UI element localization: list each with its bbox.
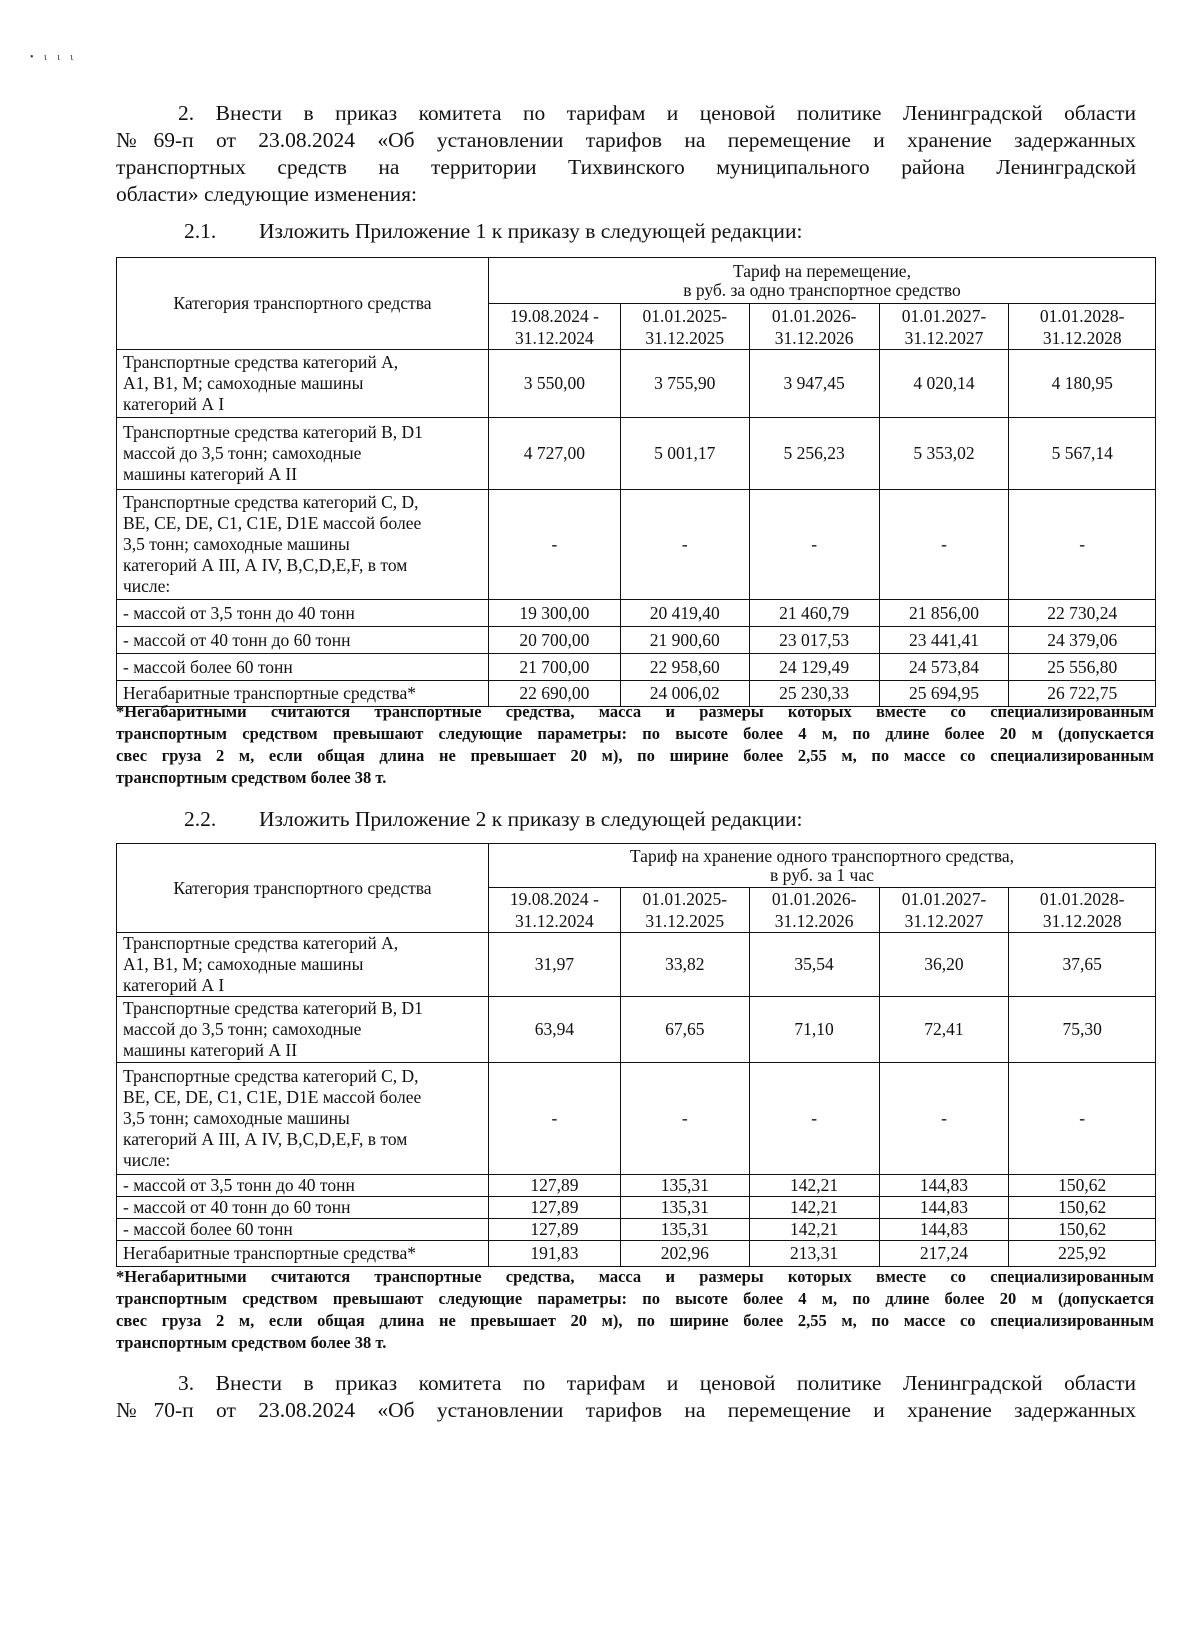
category-name-line: - массой от 40 тонн до 60 тонн — [123, 1197, 351, 1217]
category-name-cell — [117, 1175, 489, 1197]
tariff-value-cell: 3 755,90 — [620, 350, 749, 418]
period-from: 01.01.2027- — [901, 305, 987, 326]
table-row — [117, 627, 1156, 654]
tariff-value-cell: 4 020,14 — [879, 350, 1009, 418]
period-to: 31.12.2025 — [645, 911, 725, 931]
tariff-value-cell: 144,83 — [879, 1197, 1009, 1219]
footnote-line: свес груза 2 м, если общая длина не превышает 20 м), по ширине более 2,55 м, по массе со специализированным — [116, 746, 1154, 765]
category-name-cell — [117, 490, 489, 600]
table-row — [117, 997, 1156, 1063]
tariff-value-cell: 22 730,24 — [1009, 600, 1156, 627]
period-to: 31.12.2024 — [515, 911, 594, 931]
category-name-line: Транспортные средства категорий С, D, — [123, 492, 419, 512]
tariff-value-cell: 20 419,40 — [620, 600, 749, 627]
tariff-value-cell: 21 856,00 — [879, 600, 1009, 627]
tariff-value-cell: 4 727,00 — [488, 418, 620, 490]
footnote-line: транспортным средством превышают следующие параметры: по высоте более 4 м, по длине более 20 м (допускается — [116, 724, 1154, 743]
intro-line-4: области» следующие изменения: — [116, 182, 418, 206]
period-from: 01.01.2028- — [1039, 889, 1125, 909]
tariff-value-cell: - — [749, 490, 879, 600]
table-row — [117, 1063, 1156, 1175]
category-name-line: ВЕ, СЕ, DE, C1, C1E, D1E массой более — [123, 513, 422, 533]
tariff-group-header — [488, 258, 1155, 304]
tariff-value-cell: - — [749, 1063, 879, 1175]
category-name-line: массой до 3,5 тонн; самоходные — [123, 443, 362, 463]
tariff-value-cell: 127,89 — [488, 1219, 620, 1241]
table-row — [117, 418, 1156, 490]
category-column-header: Категория транспортного средства — [117, 844, 489, 933]
tariff-group-header-line-1: Тариф на хранение одного транспортного средства, — [629, 845, 1015, 866]
tariff-value-cell: - — [1009, 1063, 1156, 1175]
period-to: 31.12.2027 — [904, 327, 984, 348]
tariff-value-cell: 142,21 — [749, 1219, 879, 1241]
table2-footnote — [116, 1266, 1154, 1354]
tariff-value-cell: 144,83 — [879, 1175, 1009, 1197]
period-header — [488, 304, 620, 350]
period-to: 31.12.2025 — [645, 327, 725, 348]
tariff-value-cell: 36,20 — [879, 933, 1009, 997]
table-row — [117, 600, 1156, 627]
tariff-group-header — [488, 844, 1155, 888]
category-name-cell — [117, 1063, 489, 1175]
tariff-value-cell: - — [620, 490, 749, 600]
category-name-cell — [117, 1241, 489, 1267]
footnote-line: свес груза 2 м, если общая длина не превышает 20 м), по ширине более 2,55 м, по массе со специализированным — [116, 1311, 1154, 1330]
tariff-value-cell: - — [1009, 490, 1156, 600]
category-name-line: категорий А III, А IV, B,C,D,E,F, в том — [123, 1129, 408, 1149]
footnote-line: транспортным средством превышают следующие параметры: по высоте более 4 м, по длине более 20 м (допускается — [116, 1289, 1154, 1308]
category-name-line: массой до 3,5 тонн; самоходные — [123, 1019, 362, 1039]
tariff-value-cell: 25 694,95 — [879, 681, 1009, 707]
tariff-value-cell: - — [879, 490, 1009, 600]
category-name-line: Транспортные средства категорий В, D1 — [123, 422, 423, 442]
tariff-value-cell: 217,24 — [879, 1241, 1009, 1267]
table-row — [117, 490, 1156, 600]
tariff-value-cell: 127,89 — [488, 1197, 620, 1219]
scan-speck-marks: • ι ι ι — [30, 52, 78, 63]
category-name-cell — [117, 418, 489, 490]
tariff-value-cell: 19 300,00 — [488, 600, 620, 627]
tariff-value-cell: 35,54 — [749, 933, 879, 997]
category-name-cell — [117, 600, 489, 627]
intro-paragraph — [116, 100, 1136, 208]
category-name-line: А1, В1, М; самоходные машины — [123, 373, 364, 393]
tariff-group-header-line-1: Тариф на перемещение, — [732, 260, 911, 281]
tariff-value-cell: 21 700,00 — [488, 654, 620, 681]
period-from: 01.01.2025- — [642, 305, 728, 326]
tariff-value-cell: 3 550,00 — [488, 350, 620, 418]
category-name-line: числе: — [123, 576, 171, 596]
tariff-value-cell: 25 230,33 — [749, 681, 879, 707]
period-from: 19.08.2024 - — [509, 305, 599, 326]
tariff-value-cell: 63,94 — [488, 997, 620, 1063]
tariff-group-header-line-2: в руб. за 1 час — [770, 864, 874, 885]
category-name-line: категорий А I — [123, 394, 225, 414]
period-to: 31.12.2028 — [1042, 327, 1122, 348]
category-name-line: Транспортные средства категорий А, — [123, 933, 399, 953]
tariff-value-cell: 5 567,14 — [1009, 418, 1156, 490]
intro-line-3: транспортных средств на территории Тихвинского муниципального района Ленинградской — [116, 155, 1136, 179]
tariff-value-cell: 75,30 — [1009, 997, 1156, 1063]
tariff-value-cell: 67,65 — [620, 997, 749, 1063]
category-name-line: Негабаритные транспортные средства* — [123, 1243, 417, 1263]
category-name-cell — [117, 1219, 489, 1241]
tariff-value-cell: - — [620, 1063, 749, 1175]
period-to: 31.12.2024 — [515, 327, 594, 348]
table-row — [117, 1219, 1156, 1241]
tariff-value-cell: 24 379,06 — [1009, 627, 1156, 654]
tariff-value-cell: 213,31 — [749, 1241, 879, 1267]
period-header — [749, 888, 879, 933]
tariff-value-cell: 72,41 — [879, 997, 1009, 1063]
tariff-value-cell: 150,62 — [1009, 1197, 1156, 1219]
category-name-line: А1, В1, М; самоходные машины — [123, 954, 364, 974]
tariff-value-cell: - — [488, 1063, 620, 1175]
period-header — [879, 888, 1009, 933]
intro-line-2: №69-п от 23.08.2024 «Об установлении тарифов на перемещение и хранение задержанных — [116, 128, 1136, 152]
tariff-value-cell: 20 700,00 — [488, 627, 620, 654]
period-to: 31.12.2027 — [904, 911, 984, 931]
footnote-line: транспортным средством более 38 т. — [116, 1333, 387, 1352]
tariff-value-cell: 4 180,95 — [1009, 350, 1156, 418]
section-2-1-heading — [184, 218, 802, 245]
intro-line-1: 2. Внести в приказ комитета по тарифам и ценовой политике Ленинградской области — [178, 101, 1136, 125]
table-row — [117, 350, 1156, 418]
tariff-value-cell: 150,62 — [1009, 1219, 1156, 1241]
category-name-line: - массой от 3,5 тонн до 40 тонн — [123, 602, 355, 623]
category-name-line: Транспортные средства категорий С, D, — [123, 1066, 419, 1086]
outro-line-2: №70-п от 23.08.2024 «Об установлении тарифов на перемещение и хранение задержанных — [116, 1398, 1136, 1422]
tariff-table-storage — [116, 843, 1156, 1267]
tariff-value-cell: 24 129,49 — [749, 654, 879, 681]
tariff-value-cell: 5 353,02 — [879, 418, 1009, 490]
outro-line-1: 3. Внести в приказ комитета по тарифам и ценовой политике Ленинградской области — [178, 1371, 1136, 1395]
tariff-value-cell: 135,31 — [620, 1175, 749, 1197]
category-name-cell — [117, 654, 489, 681]
period-from: 01.01.2028- — [1039, 305, 1125, 326]
tariff-value-cell: 31,97 — [488, 933, 620, 997]
tariff-value-cell: 37,65 — [1009, 933, 1156, 997]
table-row — [117, 933, 1156, 997]
category-name-line: ВЕ, СЕ, DE, C1, C1E, D1E массой более — [123, 1087, 422, 1107]
tariff-value-cell: 24 573,84 — [879, 654, 1009, 681]
category-name-cell — [117, 933, 489, 997]
tariff-value-cell: 21 460,79 — [749, 600, 879, 627]
category-name-line: - массой от 40 тонн до 60 тонн — [123, 629, 351, 650]
table-row — [117, 1241, 1156, 1267]
period-to: 31.12.2026 — [774, 327, 854, 348]
table1-footnote — [116, 701, 1154, 789]
tariff-value-cell: 144,83 — [879, 1219, 1009, 1241]
tariff-value-cell: 33,82 — [620, 933, 749, 997]
category-name-cell — [117, 997, 489, 1063]
footnote-line: *Негабаритными считаются транспортные средства, масса и размеры которых вместе со специализированным — [116, 702, 1154, 721]
tariff-value-cell: 135,31 — [620, 1197, 749, 1219]
tariff-value-cell: 142,21 — [749, 1175, 879, 1197]
period-header — [1009, 888, 1156, 933]
table-row — [117, 654, 1156, 681]
outro-paragraph — [116, 1370, 1136, 1424]
period-header — [620, 304, 749, 350]
category-name-line: числе: — [123, 1150, 171, 1170]
section-2-2-text: Изложить Приложение 2 к приказу в следующей редакции: — [259, 807, 803, 831]
category-name-line: - массой от 3,5 тонн до 40 тонн — [123, 1175, 355, 1195]
category-name-line: машины категорий А II — [123, 1040, 298, 1060]
category-name-cell — [117, 350, 489, 418]
period-header — [1009, 304, 1156, 350]
section-2-1-text: Изложить Приложение 1 к приказу в следующей редакции: — [259, 219, 803, 243]
period-header — [749, 304, 879, 350]
tariff-value-cell: 202,96 — [620, 1241, 749, 1267]
period-from: 19.08.2024 - — [509, 889, 599, 909]
category-name-cell — [117, 627, 489, 654]
tariff-value-cell: 26 722,75 — [1009, 681, 1156, 707]
period-to: 31.12.2028 — [1042, 911, 1122, 931]
period-from: 01.01.2025- — [642, 889, 728, 909]
category-column-header: Категория транспортного средства — [117, 258, 489, 350]
tariff-value-cell: 150,62 — [1009, 1175, 1156, 1197]
tariff-value-cell: 225,92 — [1009, 1241, 1156, 1267]
footnote-line: транспортным средством более 38 т. — [116, 768, 387, 787]
tariff-value-cell: 5 256,23 — [749, 418, 879, 490]
category-name-line: категорий А III, А IV, B,C,D,E,F, в том — [123, 555, 408, 575]
period-header — [488, 888, 620, 933]
category-name-line: - массой более 60 тонн — [123, 1219, 293, 1239]
period-from: 01.01.2027- — [901, 889, 987, 909]
period-header — [879, 304, 1009, 350]
tariff-value-cell: 22 958,60 — [620, 654, 749, 681]
tariff-value-cell: 23 441,41 — [879, 627, 1009, 654]
category-name-cell — [117, 1197, 489, 1219]
tariff-value-cell: 142,21 — [749, 1197, 879, 1219]
tariff-value-cell: 21 900,60 — [620, 627, 749, 654]
category-name-line: категорий А I — [123, 975, 225, 995]
period-from: 01.01.2026- — [771, 889, 857, 909]
period-from: 01.01.2026- — [771, 305, 857, 326]
tariff-value-cell: 127,89 — [488, 1175, 620, 1197]
category-name-line: 3,5 тонн; самоходные машины — [123, 534, 350, 554]
period-header — [620, 888, 749, 933]
tariff-value-cell: 5 001,17 — [620, 418, 749, 490]
tariff-group-header-line-2: в руб. за одно транспортное средство — [683, 279, 961, 300]
category-name-line: Негабаритные транспортные средства* — [123, 683, 417, 703]
period-to: 31.12.2026 — [774, 911, 854, 931]
tariff-value-cell: 191,83 — [488, 1241, 620, 1267]
footnote-line: *Негабаритными считаются транспортные средства, масса и размеры которых вместе со специализированным — [116, 1267, 1154, 1286]
tariff-value-cell: - — [879, 1063, 1009, 1175]
section-2-2-number: 2.2. — [184, 807, 217, 831]
category-name-line: Транспортные средства категорий А, — [123, 352, 399, 372]
category-name-line: 3,5 тонн; самоходные машины — [123, 1108, 350, 1128]
category-name-line: машины категорий А II — [123, 464, 298, 484]
tariff-value-cell: 25 556,80 — [1009, 654, 1156, 681]
tariff-value-cell: 22 690,00 — [488, 681, 620, 707]
section-2-2-heading — [184, 806, 802, 833]
table-row — [117, 1197, 1156, 1219]
table-row — [117, 1175, 1156, 1197]
tariff-table-relocation — [116, 257, 1156, 707]
tariff-value-cell: 135,31 — [620, 1219, 749, 1241]
tariff-value-cell: 71,10 — [749, 997, 879, 1063]
tariff-value-cell: 23 017,53 — [749, 627, 879, 654]
tariff-value-cell: 24 006,02 — [620, 681, 749, 707]
category-name-line: Транспортные средства категорий В, D1 — [123, 998, 423, 1018]
section-2-1-number: 2.1. — [184, 219, 217, 243]
tariff-value-cell: 3 947,45 — [749, 350, 879, 418]
tariff-value-cell: - — [488, 490, 620, 600]
category-name-line: - массой более 60 тонн — [123, 656, 293, 677]
